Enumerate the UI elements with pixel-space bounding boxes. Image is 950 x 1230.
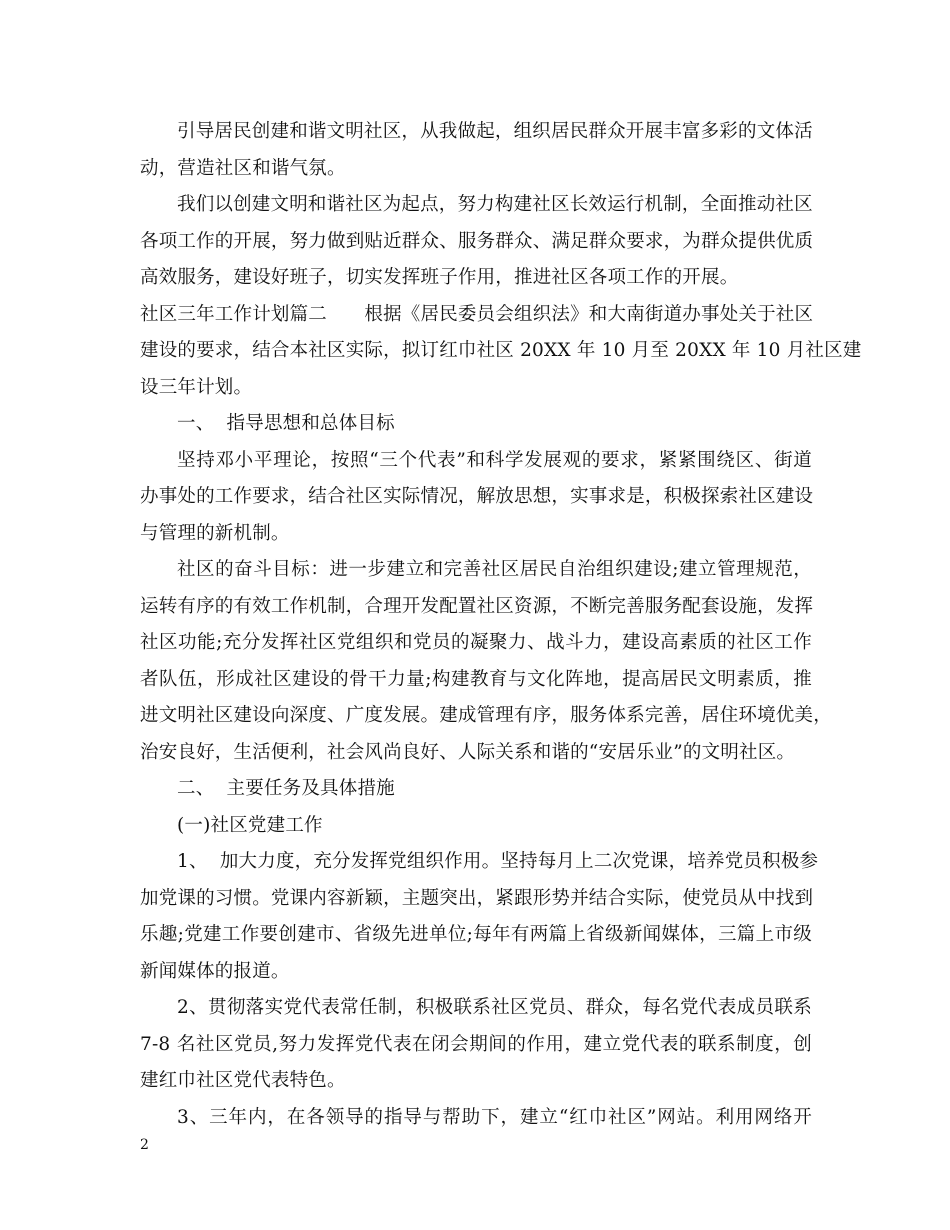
text-line: 二、 主要任务及具体措施 (177, 778, 395, 799)
text-line: 者队伍，形成社区建设的骨干力量;构建教育与文化阵地，提高居民文明素质，推 (140, 668, 812, 690)
text-line: 办事处的工作要求，结合社区实际情况，解放思想，实事求是，积极探索社区建设 (140, 486, 814, 507)
text-line: 加党课的习惯。党课内容新颖，主题突出，紧跟形势并结合实际，使党员从中找到 (140, 887, 814, 909)
text-line: 高效服务，建设好班子，切实发挥班子作用，推进社区各项工作的开展。 (140, 267, 739, 288)
page-number: 2 (140, 1137, 149, 1153)
text-line: 新闻媒体的报道。 (140, 960, 290, 982)
text-line: 2、贯彻落实党代表常任制，积极联系社区党员、群众，每名党代表成员联系 (177, 997, 812, 1018)
text-line: 各项工作的开展，努力做到贴近群众、服务群众、满足群众要求，为群众提供优质 (140, 230, 814, 252)
text-line: 我们以创建文明和谐社区为起点，努力构建社区长效运行机制，全面推动社区 (177, 194, 813, 215)
text-line: 运转有序的有效工作机制，合理开发配置社区资源，不断完善服务配套设施，发挥 (140, 595, 814, 617)
text-line: 进文明社区建设向深度、广度发展。建成管理有序，服务体系完善，居住环境优美， (140, 705, 832, 726)
text-line: 1、 加大力度，充分发挥党组织作用。坚持每月上二次党课，培养党员积极参 (177, 851, 819, 872)
text-line: 社区三年工作计划篇二 根据《居民委员会组织法》和大南街道办事处关于社区 (140, 303, 814, 325)
document-body (140, 114, 862, 1136)
text-line: 乐趣;党建工作要创建市、省级先进单位;每年有两篇上省级新闻媒体，三篇上市级 (140, 924, 812, 945)
text-line: 设三年计划。 (140, 376, 253, 398)
text-line: 7-8 名社区党员,努力发挥党代表在闭会期间的作用，建立党代表的联系制度，创 (140, 1033, 812, 1055)
text-line: 动，营造社区和谐气氛。 (140, 157, 346, 179)
text-line: 坚持邓小平理论，按照“三个代表”和科学发展观的要求，紧紧围绕区、街道 (177, 449, 812, 471)
text-line: 引导居民创建和谐文明社区，从我做起，组织居民群众开展丰富多彩的文体活 (177, 121, 813, 142)
text-line: 与管理的新机制。 (140, 522, 290, 544)
text-line: (一)社区党建工作 (177, 814, 323, 836)
text-line: 治安良好，生活便利，社会风尚良好、人际关系和谐的“安居乐业”的文明社区。 (140, 741, 796, 763)
text-line: 社区的奋斗目标：进一步建立和完善社区居民自治组织建设;建立管理规范， (177, 559, 812, 580)
text-line: 社区功能;充分发挥社区党组织和党员的凝聚力、战斗力，建设高素质的社区工作 (140, 632, 812, 653)
text-line: 3、三年内，在各领导的指导与帮助下，建立“红巾社区”网站。利用网络开 (177, 1106, 812, 1128)
text-line: 一、 指导思想和总体目标 (177, 413, 395, 434)
text-line: 建红巾社区党代表特色。 (140, 1070, 346, 1091)
text-line: 建设的要求，结合本社区实际，拟订红巾社区 20XX 年 10 月至 20XX 年 10 月社区建 (140, 340, 862, 361)
